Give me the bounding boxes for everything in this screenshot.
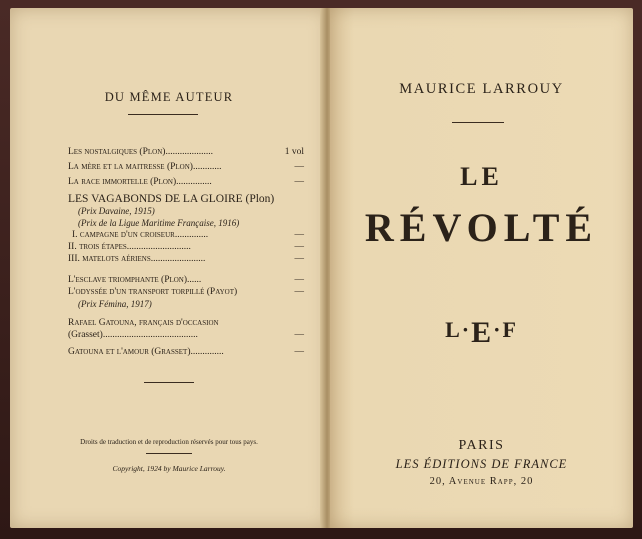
title-article: LE [460, 162, 503, 191]
list-item: I. campagne d'un croiseur.............. — [72, 230, 304, 240]
heading-rule [128, 114, 198, 115]
list-item: II. trois étapes........................... — [68, 242, 304, 252]
notice-rule [146, 453, 192, 454]
right-page [330, 8, 633, 528]
list-item: Gatouna et l'amour (Grasset).............. — [68, 347, 304, 357]
author-rule [452, 122, 504, 123]
list-end-rule [144, 382, 194, 383]
rights-notice: Droits de traduction et de reproduction réservés pour tous pays. [80, 438, 258, 446]
left-page [10, 8, 328, 528]
list-item: III. matelots aériens....................... — [68, 254, 304, 264]
copyright-notice: Copyright, 1924 by Maurice Larrouy. [112, 464, 226, 473]
list-item: Rafael Gatouna, français d'occasion [68, 318, 219, 328]
book-title: RÉVOLTÉ [364, 205, 599, 250]
list-item: Les nostalgiques (Plon).................... 1 vol [68, 147, 304, 157]
list-item: La mère et la maitresse (Plon)............ — [68, 162, 304, 172]
publisher-name: LES ÉDITIONS DE FRANCE [395, 457, 568, 471]
same-author-heading: DU MÊME AUTEUR [104, 90, 234, 104]
bibliography-list [68, 146, 304, 358]
publisher-city: PARIS [458, 438, 505, 453]
author-name: MAURICE LARROUY [399, 81, 564, 97]
prize-note: (Prix Fémina, 1917) [78, 299, 152, 309]
publisher-logo: L·E·F [445, 316, 518, 349]
prize-note: (Prix de la Ligue Maritime Française, 1916) [78, 218, 240, 228]
publisher-address: 20, Avenue Rapp, 20 [429, 476, 534, 487]
list-item: LES VAGABONDS DE LA GLOIRE (Plon) [68, 193, 275, 205]
list-item: La race immortelle (Plon)............... — [68, 177, 304, 187]
list-item: L'esclave triomphante (Plon)...... — [68, 275, 304, 285]
list-item: (Grasset)........................................ — [68, 330, 304, 340]
prize-note: (Prix Davaine, 1915) [78, 206, 155, 216]
list-item: L'odyssée d'un transport torpillé (Payot) — [68, 287, 304, 297]
